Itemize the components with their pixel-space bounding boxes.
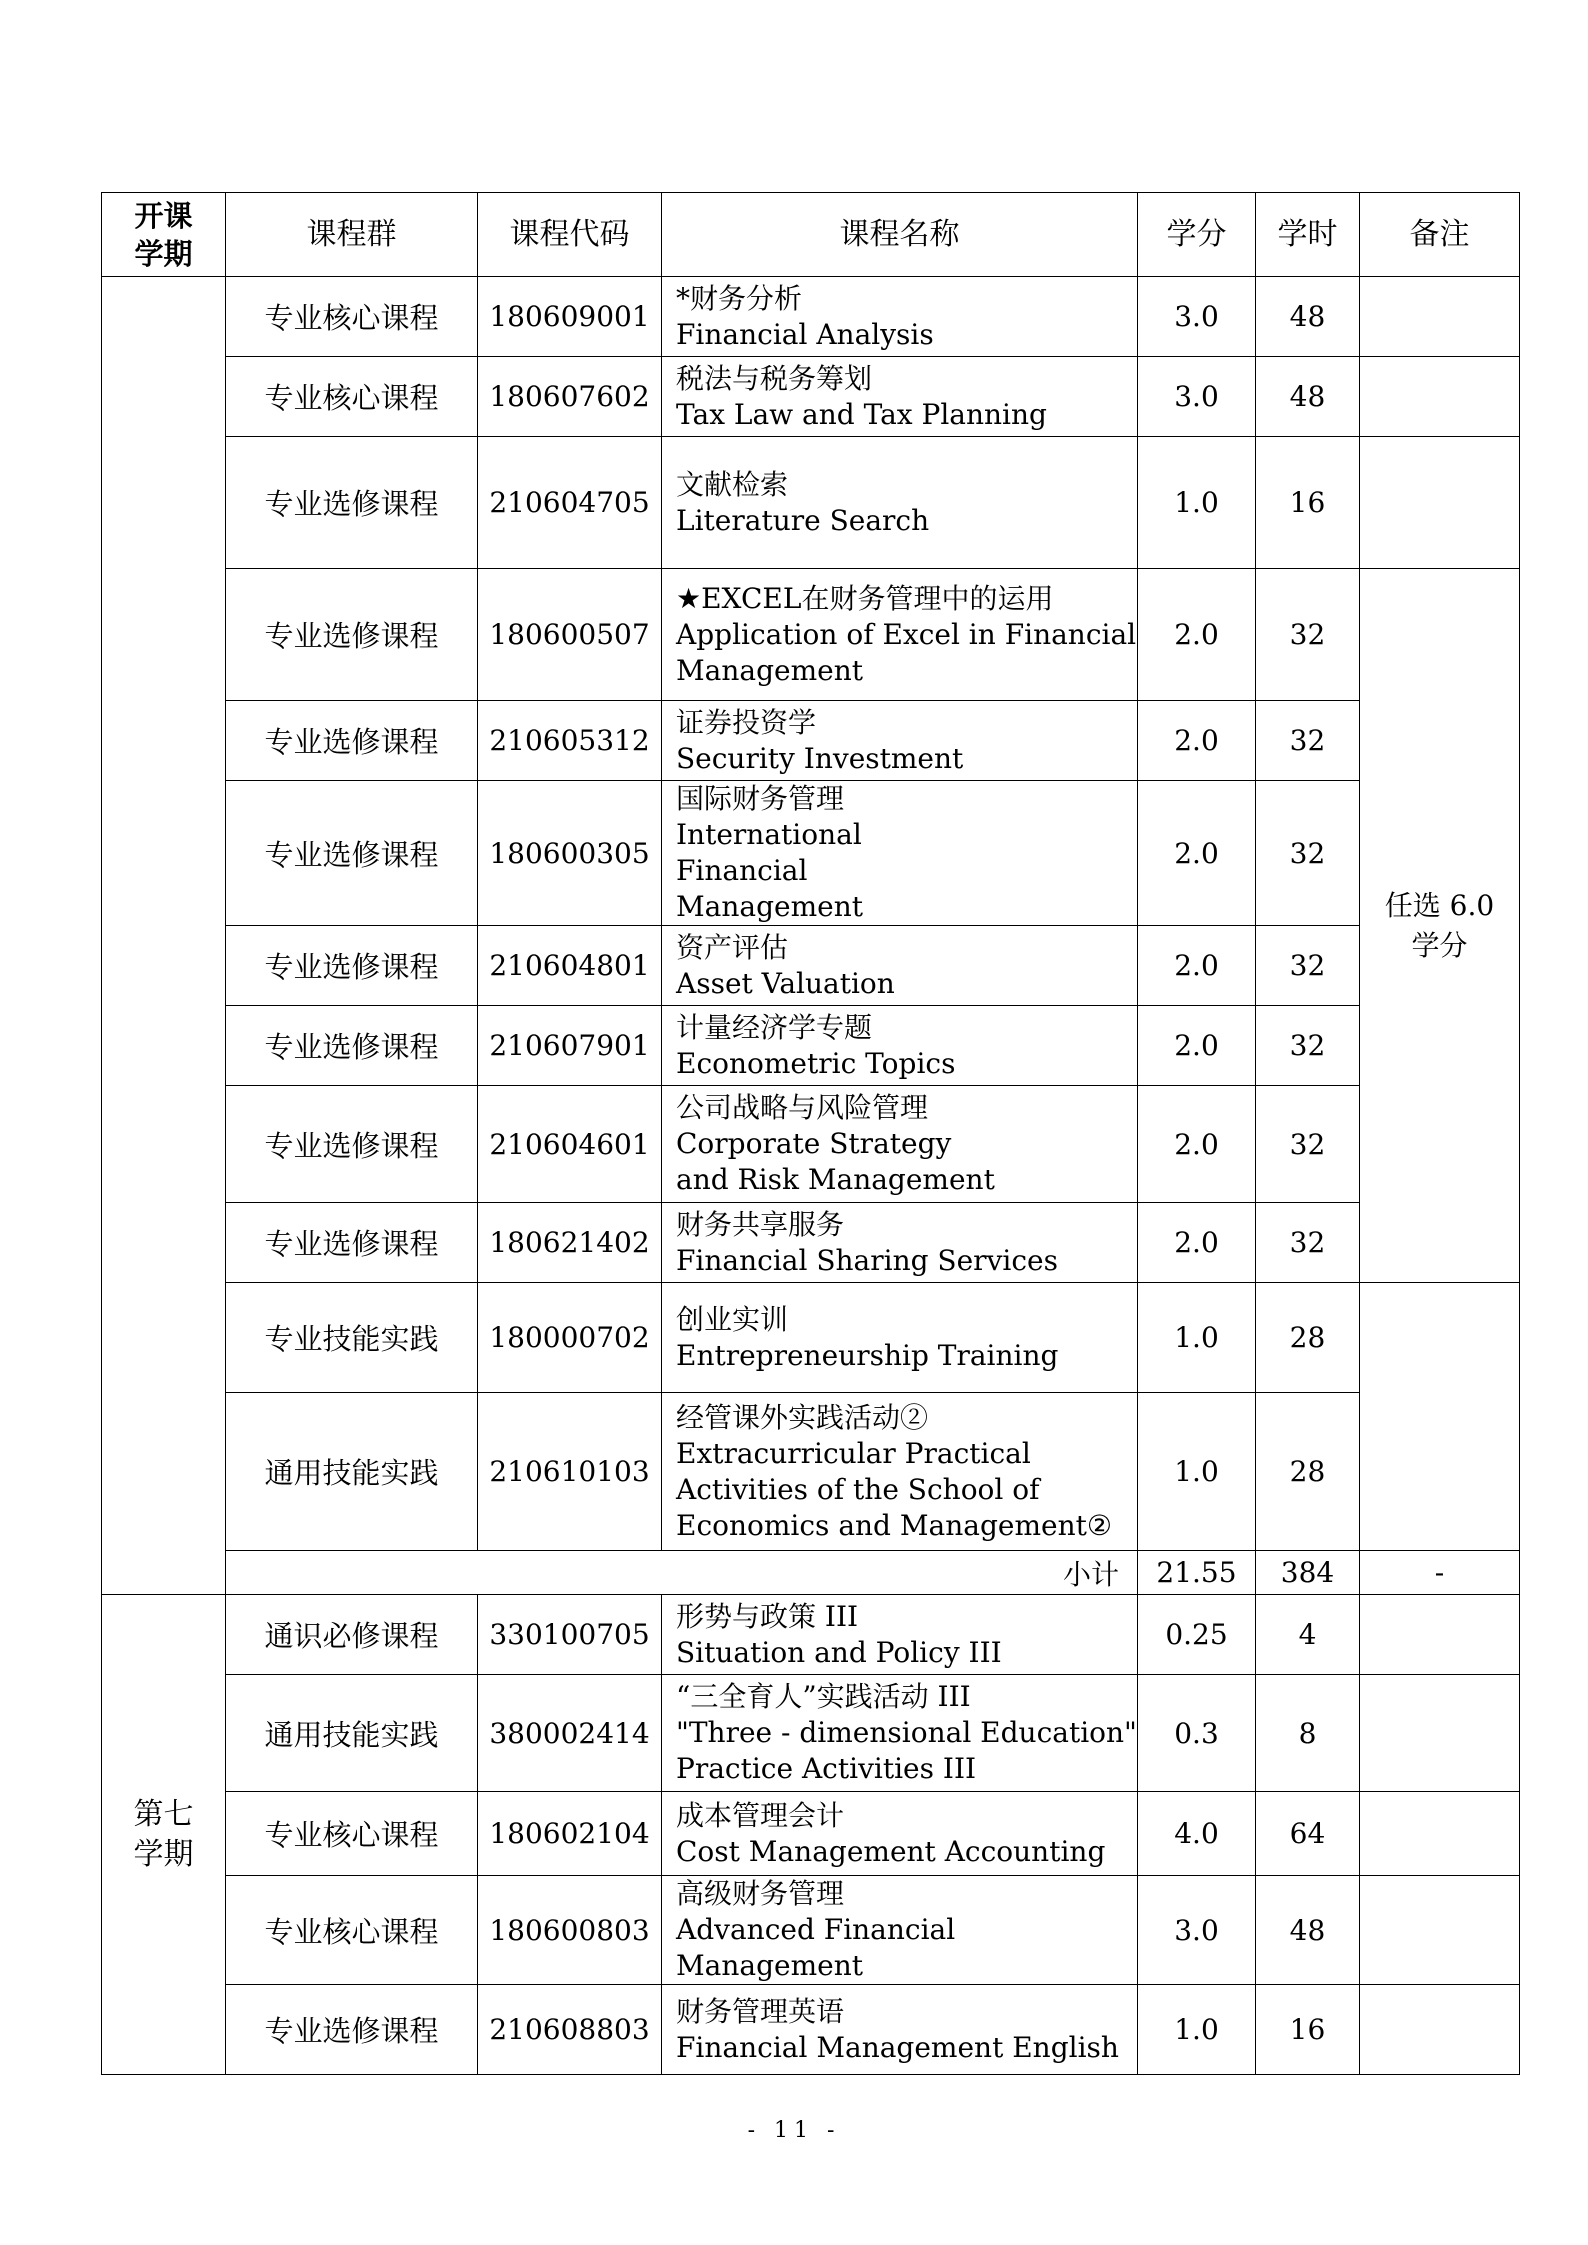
course-name-en: Econometric Topics (676, 1046, 956, 1080)
course-name-zh: 计量经济学专题 (676, 1010, 873, 1044)
course-name (662, 781, 1138, 926)
course-code: 180621402 (478, 1203, 662, 1283)
subtotal-credit: 21.55 (1138, 1551, 1256, 1595)
table-row (102, 1675, 1520, 1792)
course-code: 180000702 (478, 1283, 662, 1393)
course-group: 专业选修课程 (226, 781, 478, 926)
course-code: 180602104 (478, 1792, 662, 1876)
course-hours: 16 (1256, 1985, 1360, 2075)
table-row (102, 277, 1520, 357)
course-name-zh: 公司战略与风险管理 (676, 1091, 929, 1124)
subtotal-row (102, 1551, 1520, 1595)
table-row (102, 1203, 1520, 1283)
course-code: 210604705 (478, 437, 662, 569)
table-row (102, 569, 1520, 701)
course-name (662, 1595, 1138, 1675)
course-group: 专业选修课程 (226, 1006, 478, 1086)
course-name-zh: ★EXCEL在财务管理中的运用 (676, 581, 1054, 615)
course-credit: 1.0 (1138, 1985, 1256, 2075)
course-group: 专业选修课程 (226, 1985, 478, 2075)
course-credit: 1.0 (1138, 1283, 1256, 1393)
course-name-zh: 创业实训 (676, 1302, 789, 1336)
table-row (102, 1792, 1520, 1876)
course-name (662, 277, 1138, 357)
course-code: 210610103 (478, 1393, 662, 1551)
course-name-en: Asset Valuation (676, 966, 895, 1000)
table-row (102, 1595, 1520, 1675)
course-name-zh: 文献检索 (676, 467, 789, 501)
course-name (662, 1203, 1138, 1283)
course-name-en: Tax Law and Tax Planning (676, 397, 1047, 431)
course-name (662, 1283, 1138, 1393)
course-code: 210604601 (478, 1086, 662, 1203)
course-group: 专业选修课程 (226, 926, 478, 1006)
page-number: - 11 - (747, 2118, 841, 2143)
course-credit: 2.0 (1138, 1086, 1256, 1203)
subtotal-note: - (1360, 1551, 1520, 1595)
course-group: 专业选修课程 (226, 701, 478, 781)
course-name-zh: 财务管理英语 (676, 1994, 845, 2028)
course-credit: 2.0 (1138, 781, 1256, 926)
header-credit: 学分 (1138, 193, 1256, 277)
course-credit: 0.3 (1138, 1675, 1256, 1792)
course-group: 专业核心课程 (226, 1876, 478, 1985)
course-name (662, 569, 1138, 701)
course-code: 210608803 (478, 1985, 662, 2075)
header-term: 开课 学期 (102, 193, 226, 277)
course-credit: 2.0 (1138, 1203, 1256, 1283)
course-note (1360, 1985, 1520, 2075)
elective-note: 任选 6.0 学分 (1360, 569, 1520, 1283)
course-hours: 48 (1256, 1876, 1360, 1985)
course-group: 专业选修课程 (226, 569, 478, 701)
course-group: 专业选修课程 (226, 437, 478, 569)
course-name-en: Financial Sharing Services (676, 1243, 1058, 1277)
table-row (102, 1985, 1520, 2075)
table-row (102, 1876, 1520, 1985)
course-group: 通识必修课程 (226, 1595, 478, 1675)
course-code: 180600305 (478, 781, 662, 926)
course-name (662, 1675, 1138, 1792)
table-row (102, 1283, 1520, 1393)
course-name-en: Cost Management Accounting (676, 1834, 1106, 1868)
course-credit: 0.25 (1138, 1595, 1256, 1675)
course-credit: 2.0 (1138, 701, 1256, 781)
course-group: 专业选修课程 (226, 1203, 478, 1283)
header-row (102, 193, 1520, 277)
course-hours: 32 (1256, 701, 1360, 781)
course-credit: 3.0 (1138, 277, 1256, 357)
table-row (102, 1006, 1520, 1086)
course-name-zh: 国际财务管理 (676, 782, 845, 815)
table-row (102, 1393, 1520, 1551)
table-row (102, 437, 1520, 569)
course-hours: 16 (1256, 437, 1360, 569)
course-name-en: Corporate Strategy and Risk Management (676, 1127, 995, 1196)
course-note (1360, 437, 1520, 569)
course-hours: 32 (1256, 781, 1360, 926)
course-name-zh: 形势与政策 III (676, 1599, 859, 1633)
course-name (662, 1006, 1138, 1086)
subtotal-label: 小计 (226, 1551, 1138, 1595)
course-name-en: Extracurricular Practical Activities of the School of Economics and Management② (676, 1436, 1112, 1542)
course-name (662, 357, 1138, 437)
header-hours: 学时 (1256, 193, 1360, 277)
course-name-zh: “三全育人”实践活动 III (676, 1680, 971, 1713)
course-code: 180600803 (478, 1876, 662, 1985)
course-hours: 28 (1256, 1393, 1360, 1551)
course-hours: 64 (1256, 1792, 1360, 1876)
term-cell-previous (102, 277, 226, 1595)
course-note (1360, 357, 1520, 437)
course-name-en: International Financial Management (676, 818, 863, 923)
header-course-name: 课程名称 (662, 193, 1138, 277)
course-name-zh: 高级财务管理 (676, 1877, 845, 1910)
course-group: 专业核心课程 (226, 277, 478, 357)
header-note: 备注 (1360, 193, 1520, 277)
course-name (662, 1876, 1138, 1985)
course-note (1360, 1792, 1520, 1876)
course-hours: 32 (1256, 569, 1360, 701)
table-row (102, 1086, 1520, 1203)
course-credit: 3.0 (1138, 357, 1256, 437)
course-name-zh: 税法与税务筹划 (676, 361, 873, 395)
course-name-en: Situation and Policy III (676, 1635, 1002, 1669)
course-name-en: Literature Search (676, 503, 930, 537)
course-group: 专业选修课程 (226, 1086, 478, 1203)
course-hours: 32 (1256, 1086, 1360, 1203)
course-name-en: Entrepreneurship Training (676, 1338, 1059, 1372)
course-credit: 2.0 (1138, 569, 1256, 701)
course-credit: 4.0 (1138, 1792, 1256, 1876)
table-row (102, 781, 1520, 926)
course-note (1360, 277, 1520, 357)
course-schedule-table (101, 192, 1520, 2075)
course-name (662, 1985, 1138, 2075)
course-code: 210604801 (478, 926, 662, 1006)
course-group: 专业核心课程 (226, 357, 478, 437)
course-code: 180600507 (478, 569, 662, 701)
course-name (662, 437, 1138, 569)
table-row (102, 701, 1520, 781)
course-name-zh: 成本管理会计 (676, 1798, 845, 1832)
course-note (1360, 1283, 1520, 1551)
course-name-en: "Three - dimensional Education" Practice Activities III (676, 1716, 1137, 1785)
course-name-zh: 财务共享服务 (676, 1207, 845, 1241)
course-code: 210605312 (478, 701, 662, 781)
course-note (1360, 1876, 1520, 1985)
course-group: 专业技能实践 (226, 1283, 478, 1393)
course-hours: 32 (1256, 926, 1360, 1006)
course-hours: 28 (1256, 1283, 1360, 1393)
course-name (662, 701, 1138, 781)
course-group: 通用技能实践 (226, 1393, 478, 1551)
course-name-en: Financial Management English (676, 2030, 1119, 2064)
course-hours: 4 (1256, 1595, 1360, 1675)
table-row (102, 926, 1520, 1006)
course-name-en: Financial Analysis (676, 317, 934, 351)
course-name-zh: *财务分析 (676, 281, 803, 315)
course-code: 180609001 (478, 277, 662, 357)
course-code: 180607602 (478, 357, 662, 437)
header-course-group: 课程群 (226, 193, 478, 277)
course-hours: 32 (1256, 1203, 1360, 1283)
course-hours: 32 (1256, 1006, 1360, 1086)
course-hours: 48 (1256, 357, 1360, 437)
course-code: 380002414 (478, 1675, 662, 1792)
table-row (102, 357, 1520, 437)
course-group: 专业核心课程 (226, 1792, 478, 1876)
course-credit: 2.0 (1138, 1006, 1256, 1086)
course-name-zh: 证券投资学 (676, 705, 817, 739)
course-hours: 48 (1256, 277, 1360, 357)
course-name (662, 1792, 1138, 1876)
course-name (662, 1086, 1138, 1203)
course-note (1360, 1675, 1520, 1792)
header-course-code: 课程代码 (478, 193, 662, 277)
course-name-zh: 资产评估 (676, 930, 789, 964)
course-credit: 1.0 (1138, 1393, 1256, 1551)
course-name-zh: 经管课外实践活动② (676, 1400, 929, 1434)
course-name-en: Advanced Financial Management (676, 1913, 956, 1982)
term-cell-seventh: 第七 学期 (102, 1595, 226, 2075)
course-credit: 1.0 (1138, 437, 1256, 569)
course-hours: 8 (1256, 1675, 1360, 1792)
course-name-en: Application of Excel in Financial Management (676, 617, 1137, 687)
course-note (1360, 1595, 1520, 1675)
subtotal-hours: 384 (1256, 1551, 1360, 1595)
course-name-en: Security Investment (676, 741, 964, 775)
course-credit: 2.0 (1138, 926, 1256, 1006)
course-code: 330100705 (478, 1595, 662, 1675)
course-group: 通用技能实践 (226, 1675, 478, 1792)
course-credit: 3.0 (1138, 1876, 1256, 1985)
course-name (662, 926, 1138, 1006)
course-code: 210607901 (478, 1006, 662, 1086)
course-name (662, 1393, 1138, 1551)
